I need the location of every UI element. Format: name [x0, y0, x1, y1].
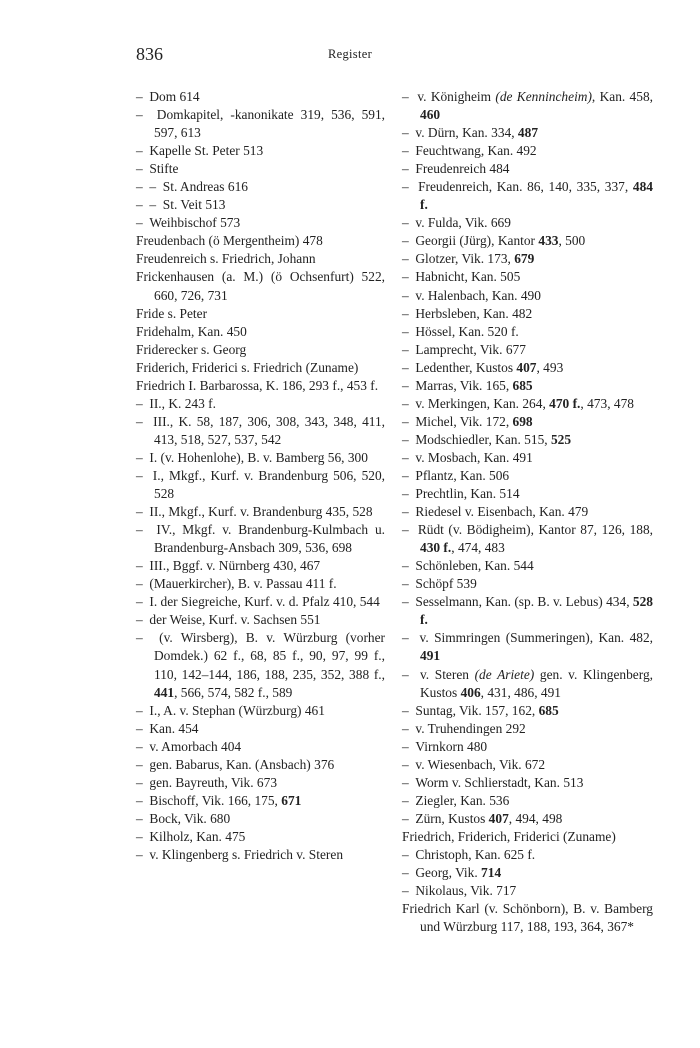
- entry-text: Herbsleben, Kan. 482: [415, 305, 533, 321]
- index-entry: [402, 666, 653, 702]
- entry-dash: –: [136, 395, 150, 411]
- index-entry: [402, 810, 653, 828]
- entry-bold-ref: 470 f.: [549, 395, 581, 411]
- index-entry: [402, 720, 653, 738]
- entry-text: Friderecker s. Georg: [136, 341, 247, 357]
- entry-text: Habnicht, Kan. 505: [415, 269, 521, 285]
- entry-dash: –: [402, 522, 418, 538]
- entry-text: v. Königheim: [417, 89, 496, 104]
- entry-dash: –: [402, 486, 416, 502]
- entry-text: Pflantz, Kan. 506: [415, 467, 510, 483]
- index-entry: [136, 106, 385, 142]
- entry-text: Glotzer, Vik. 173,: [415, 251, 515, 267]
- entry-text: Fridehalm, Kan. 450: [136, 323, 247, 339]
- index-entry: [136, 575, 385, 593]
- index-entry: [136, 593, 385, 611]
- entry-dash: –: [402, 666, 420, 682]
- index-entry: [402, 232, 653, 250]
- entry-text: Domkapitel, -kanonikate 319, 536, 591, 597, 613: [154, 107, 386, 141]
- index-entry: [136, 395, 385, 413]
- entry-text: , 473, 478: [580, 395, 634, 411]
- entry-text: I., A. v. Stephan (Würzburg) 461: [149, 702, 325, 718]
- entry-dash: –: [402, 738, 416, 754]
- entry-text: v. Merkingen, Kan. 264,: [415, 395, 550, 411]
- index-entry: [402, 756, 653, 774]
- index-entry: [402, 323, 653, 341]
- entry-dash: –: [136, 449, 150, 465]
- entry-bold-ref: 679: [514, 251, 535, 267]
- entry-dash: –: [402, 630, 420, 646]
- entry-text: , 500: [558, 233, 586, 249]
- entry-dash: –: [136, 630, 160, 646]
- entry-text: Georg, Vik.: [415, 865, 482, 881]
- entry-text: Georgii (Jürg), Kantor: [415, 233, 539, 249]
- entry-dash: –: [402, 341, 416, 357]
- index-entry: [136, 341, 385, 359]
- entry-dash: –: [402, 359, 416, 375]
- entry-text: Frickenhausen (a. M.) (ö Ochsenfurt) 522, 660, 726, 731: [136, 269, 385, 303]
- index-entry: [402, 521, 653, 557]
- entry-text: Ziegler, Kan. 536: [415, 792, 510, 808]
- index-entry: [136, 503, 385, 521]
- entry-text: Lamprecht, Vik. 677: [415, 341, 526, 357]
- index-entry: [136, 521, 385, 557]
- entry-bold-ref: 685: [538, 702, 559, 718]
- index-entry: [402, 359, 653, 377]
- entry-text: Prechtlin, Kan. 514: [415, 486, 520, 502]
- index-entry: [136, 232, 385, 250]
- entry-text: v. Klingenberg s. Friedrich v. Steren: [149, 846, 344, 862]
- entry-text: gen. Bayreuth, Vik. 673: [149, 774, 278, 790]
- index-entry: [402, 882, 653, 900]
- entry-text: v. Halenbach, Kan. 490: [415, 287, 541, 303]
- entry-text: Bock, Vik. 680: [149, 810, 231, 826]
- entry-dash: –: [402, 576, 416, 592]
- entry-text: Feuchtwang, Kan. 492: [415, 143, 537, 159]
- entry-dash: –: [136, 522, 157, 538]
- entry-text: (v. Wirsberg), B. v. Würzburg (vorher Domdek.) 62 f., 68, 85 f., 90, 97, 99 f., 110, 142–144, 186, 188, 235, 352, 388 f.,: [154, 630, 386, 682]
- entry-text: Hössel, Kan. 520 f.: [415, 323, 519, 339]
- index-entry: [136, 142, 385, 160]
- entry-text: Freudenbach (ö Mergentheim) 478: [136, 233, 323, 249]
- entry-dash: –: [402, 215, 416, 231]
- entry-text: Kan. 454: [149, 720, 199, 736]
- entry-dash: – –: [136, 179, 163, 195]
- entry-dash: –: [402, 792, 416, 808]
- index-entry: [136, 774, 385, 792]
- index-entry: [136, 160, 385, 178]
- entry-dash: –: [136, 828, 150, 844]
- entry-text: II., K. 243 f.: [149, 395, 216, 411]
- index-entry: [402, 305, 653, 323]
- entry-dash: –: [402, 395, 416, 411]
- entry-dash: –: [402, 756, 416, 772]
- entry-bold-ref: 487: [517, 125, 539, 141]
- entry-text: Freudenreich 484: [415, 161, 510, 177]
- entry-text: , Kan. 458,: [591, 89, 653, 104]
- entry-text: St. Andreas 616: [162, 179, 248, 195]
- entry-dash: –: [136, 413, 154, 429]
- index-entry: [136, 702, 385, 720]
- index-entry: [136, 359, 385, 377]
- index-entry: [402, 467, 653, 485]
- entry-dash: –: [402, 233, 416, 249]
- entry-text: Schöpf 539: [415, 576, 477, 592]
- index-entry: [402, 828, 653, 846]
- entry-text: III., Bggf. v. Nürnberg 430, 467: [149, 558, 321, 574]
- entry-text: v. Simmringen (Summeringen), Kan. 482,: [419, 630, 653, 646]
- entry-bold-ref: 714: [481, 865, 502, 881]
- index-entry: [136, 557, 385, 575]
- entry-dash: –: [402, 323, 416, 339]
- entry-text: Nikolaus, Vik. 717: [415, 883, 517, 899]
- index-entry: [402, 341, 653, 359]
- entry-dash: –: [136, 756, 150, 772]
- index-entry: [136, 196, 385, 214]
- index-entry: [402, 557, 653, 575]
- entry-text: Dom 614: [149, 89, 200, 104]
- entry-bold-ref: 525: [550, 431, 572, 447]
- index-entry: [402, 287, 653, 305]
- entry-text: Stifte: [149, 161, 179, 177]
- entry-dash: –: [402, 143, 416, 159]
- entry-dash: –: [136, 576, 150, 592]
- entry-dash: –: [402, 305, 416, 321]
- entry-text: IV., Mkgf. v. Brandenburg-Kulmbach u. Brandenburg-Ansbach 309, 536, 698: [154, 522, 385, 556]
- entry-text: Friedrich Karl (v. Schönborn), B. v. Bamberg und Würzburg 117, 188, 193, 364, 367*: [402, 901, 653, 935]
- entry-text: Bischoff, Vik. 166, 175,: [149, 792, 282, 808]
- entry-dash: –: [136, 107, 157, 123]
- index-entry: [136, 720, 385, 738]
- entry-dash: –: [402, 467, 416, 483]
- index-entry: [136, 611, 385, 629]
- entry-text: I., Mkgf., Kurf. v. Brandenburg 506, 520, 528: [152, 467, 386, 502]
- page-number: 836: [136, 44, 163, 64]
- index-entry: [136, 323, 385, 341]
- entry-dash: –: [136, 594, 150, 610]
- index-entry: [402, 792, 653, 810]
- index-entry: [402, 178, 653, 214]
- entry-dash: –: [136, 215, 150, 231]
- entry-dash: –: [136, 161, 150, 177]
- entry-bold-ref: 685: [512, 377, 533, 393]
- entry-text: Fride s. Peter: [136, 305, 208, 321]
- index-entry: [402, 774, 653, 792]
- index-entry: [402, 593, 653, 629]
- index-entry: [136, 214, 385, 232]
- entry-text: v. Steren: [419, 666, 475, 682]
- page-header: [0, 40, 700, 70]
- index-entry: [136, 629, 385, 701]
- entry-text: (Mauerkircher), B. v. Passau 411 f.: [149, 576, 337, 592]
- index-entry: [402, 449, 653, 467]
- index-entry: [402, 214, 653, 232]
- entry-dash: –: [402, 504, 416, 520]
- entry-text: Riedesel v. Eisenbach, Kan. 479: [415, 504, 589, 520]
- entry-text: , 566, 574, 582 f., 589: [174, 684, 293, 700]
- entry-italic-text: (de Kennincheim): [495, 89, 592, 104]
- entry-dash: –: [136, 504, 150, 520]
- entry-dash: –: [402, 558, 416, 574]
- index-entry: [402, 142, 653, 160]
- entry-text: Modschiedler, Kan. 515,: [415, 431, 551, 447]
- entry-bold-ref: 528 f.: [420, 594, 653, 628]
- entry-text: Worm v. Schlierstadt, Kan. 513: [415, 774, 584, 790]
- entry-dash: –: [402, 125, 416, 141]
- index-entry: [136, 250, 385, 268]
- entry-text: Weihbischof 573: [149, 215, 241, 231]
- entry-text: Friedrich I. Barbarossa, K. 186, 293 f., 453 f.: [136, 377, 379, 393]
- entry-bold-ref: 407: [488, 810, 509, 826]
- entry-bold-ref: 491: [420, 648, 441, 664]
- entry-dash: –: [136, 792, 150, 808]
- entry-dash: –: [402, 702, 416, 718]
- entry-dash: –: [136, 738, 150, 754]
- entry-text: der Weise, Kurf. v. Sachsen 551: [149, 612, 321, 628]
- entry-dash: –: [136, 89, 150, 104]
- entry-text: v. Mosbach, Kan. 491: [415, 449, 533, 465]
- index-entry: [136, 792, 385, 810]
- entry-text: Friderich, Friderici s. Friedrich (Zuname): [136, 359, 359, 375]
- entry-italic-text: (de Ariete): [474, 666, 535, 682]
- entry-text: I. (v. Hohenlohe), B. v. Bamberg 56, 300: [149, 449, 368, 465]
- index-entry: [402, 575, 653, 593]
- index-entry: [402, 900, 653, 936]
- index-entry: [136, 449, 385, 467]
- entry-text: , 494, 498: [508, 810, 563, 826]
- entry-dash: –: [136, 467, 153, 483]
- entry-text: Marras, Vik. 165,: [415, 377, 513, 393]
- entry-text: Kapelle St. Peter 513: [149, 143, 264, 159]
- entry-dash: –: [136, 720, 150, 736]
- index-entry: [402, 395, 653, 413]
- index-entry: [402, 88, 653, 124]
- entry-dash: –: [136, 558, 150, 574]
- entry-text: II., Mkgf., Kurf. v. Brandenburg 435, 528: [149, 504, 373, 520]
- entry-bold-ref: 484 f.: [420, 179, 653, 213]
- entry-text: v. Wiesenbach, Vik. 672: [415, 756, 546, 772]
- entry-text: III., K. 58, 187, 306, 308, 343, 348, 411, 413, 518, 527, 537, 542: [153, 413, 385, 447]
- entry-dash: –: [136, 774, 150, 790]
- index-entry: [402, 377, 653, 395]
- entry-bold-ref: 407: [516, 359, 537, 375]
- index-entry: [136, 268, 385, 304]
- entry-text: Christoph, Kan. 625 f.: [415, 846, 536, 862]
- index-entry: [136, 377, 385, 395]
- index-entry: [402, 864, 653, 882]
- index-entry: [136, 305, 385, 323]
- entry-text: , 493: [536, 359, 564, 375]
- entry-text: , 474, 483: [451, 540, 505, 556]
- entry-text: Virnkorn 480: [415, 738, 488, 754]
- entry-dash: –: [402, 720, 416, 736]
- entry-text: v. Fulda, Vik. 669: [415, 215, 511, 231]
- index-entry: [402, 738, 653, 756]
- entry-bold-ref: 460: [420, 107, 441, 123]
- entry-dash: –: [402, 413, 416, 429]
- entry-text: Suntag, Vik. 157, 162,: [415, 702, 539, 718]
- entry-text: Kilholz, Kan. 475: [149, 828, 246, 844]
- entry-text: Michel, Vik. 172,: [415, 413, 513, 429]
- entry-text: Rüdt (v. Bödigheim), Kantor 87, 126, 188,: [417, 522, 653, 538]
- entry-bold-ref: 441: [154, 684, 175, 700]
- index-entry: [402, 702, 653, 720]
- entry-dash: –: [402, 251, 416, 267]
- entry-dash: – –: [136, 197, 163, 213]
- entry-bold-ref: 433: [538, 233, 559, 249]
- entry-bold-ref: 430 f.: [420, 540, 452, 556]
- entry-dash: –: [402, 774, 416, 790]
- entry-dash: –: [402, 594, 416, 610]
- index-entry: [402, 268, 653, 286]
- entry-text: v. Dürn, Kan. 334,: [415, 125, 518, 141]
- entry-text: I. der Siegreiche, Kurf. v. d. Pfalz 410, 544: [149, 594, 380, 610]
- entry-text: Freudenreich s. Friedrich, Johann: [136, 251, 316, 267]
- entry-dash: –: [402, 449, 416, 465]
- index-entry: [402, 250, 653, 268]
- index-entry: [136, 413, 385, 449]
- index-entry: [136, 756, 385, 774]
- entry-dash: –: [136, 846, 150, 862]
- entry-text: gen. Babarus, Kan. (Ansbach) 376: [149, 756, 335, 772]
- entry-text: Schönleben, Kan. 544: [415, 558, 534, 574]
- index-entry: [136, 178, 385, 196]
- index-entry: [402, 846, 653, 864]
- entry-text: v. Amorbach 404: [149, 738, 242, 754]
- index-entry: [402, 629, 653, 665]
- entry-text: St. Veit 513: [162, 197, 226, 213]
- entry-bold-ref: 406: [460, 684, 481, 700]
- entry-dash: –: [402, 89, 418, 104]
- running-title: Register: [327, 47, 373, 61]
- entry-text: v. Truhendingen 292: [415, 720, 526, 736]
- index-entry: [402, 124, 653, 142]
- index-entry: [136, 467, 385, 503]
- entry-dash: –: [402, 161, 416, 177]
- entry-dash: –: [402, 377, 416, 393]
- entry-dash: –: [136, 143, 150, 159]
- entry-dash: –: [402, 846, 416, 862]
- entry-dash: –: [402, 287, 416, 303]
- index-entry: [402, 160, 653, 178]
- entry-text: Freudenreich, Kan. 86, 140, 335, 337,: [418, 179, 633, 195]
- entry-dash: –: [136, 702, 150, 718]
- entry-text: , 431, 486, 491: [480, 684, 561, 700]
- entry-dash: –: [402, 883, 416, 899]
- entry-text: Zürn, Kustos: [415, 810, 489, 826]
- entry-dash: –: [402, 179, 419, 195]
- index-entry: [402, 503, 653, 521]
- entry-dash: –: [402, 431, 416, 447]
- entry-dash: –: [402, 810, 416, 826]
- entry-dash: –: [402, 269, 416, 285]
- index-column-left: [136, 88, 385, 864]
- index-entry: [136, 828, 385, 846]
- entry-text: Friedrich, Friderich, Friderici (Zuname): [402, 828, 616, 844]
- index-entry: [402, 431, 653, 449]
- index-column-right: [402, 88, 653, 936]
- entry-text: gen. v. Klingenberg, Kustos: [420, 666, 654, 700]
- entry-dash: –: [136, 612, 150, 628]
- entry-bold-ref: 671: [281, 792, 302, 808]
- entry-dash: –: [136, 810, 150, 826]
- entry-dash: –: [402, 865, 416, 881]
- index-entry: [136, 810, 385, 828]
- index-entry: [402, 485, 653, 503]
- index-entry: [402, 413, 653, 431]
- index-entry: [136, 88, 385, 106]
- entry-text: Sesselmann, Kan. (sp. B. v. Lebus) 434,: [415, 594, 633, 610]
- entry-bold-ref: 698: [512, 413, 533, 429]
- index-entry: [136, 738, 385, 756]
- index-entry: [136, 846, 385, 864]
- entry-text: Ledenther, Kustos: [415, 359, 517, 375]
